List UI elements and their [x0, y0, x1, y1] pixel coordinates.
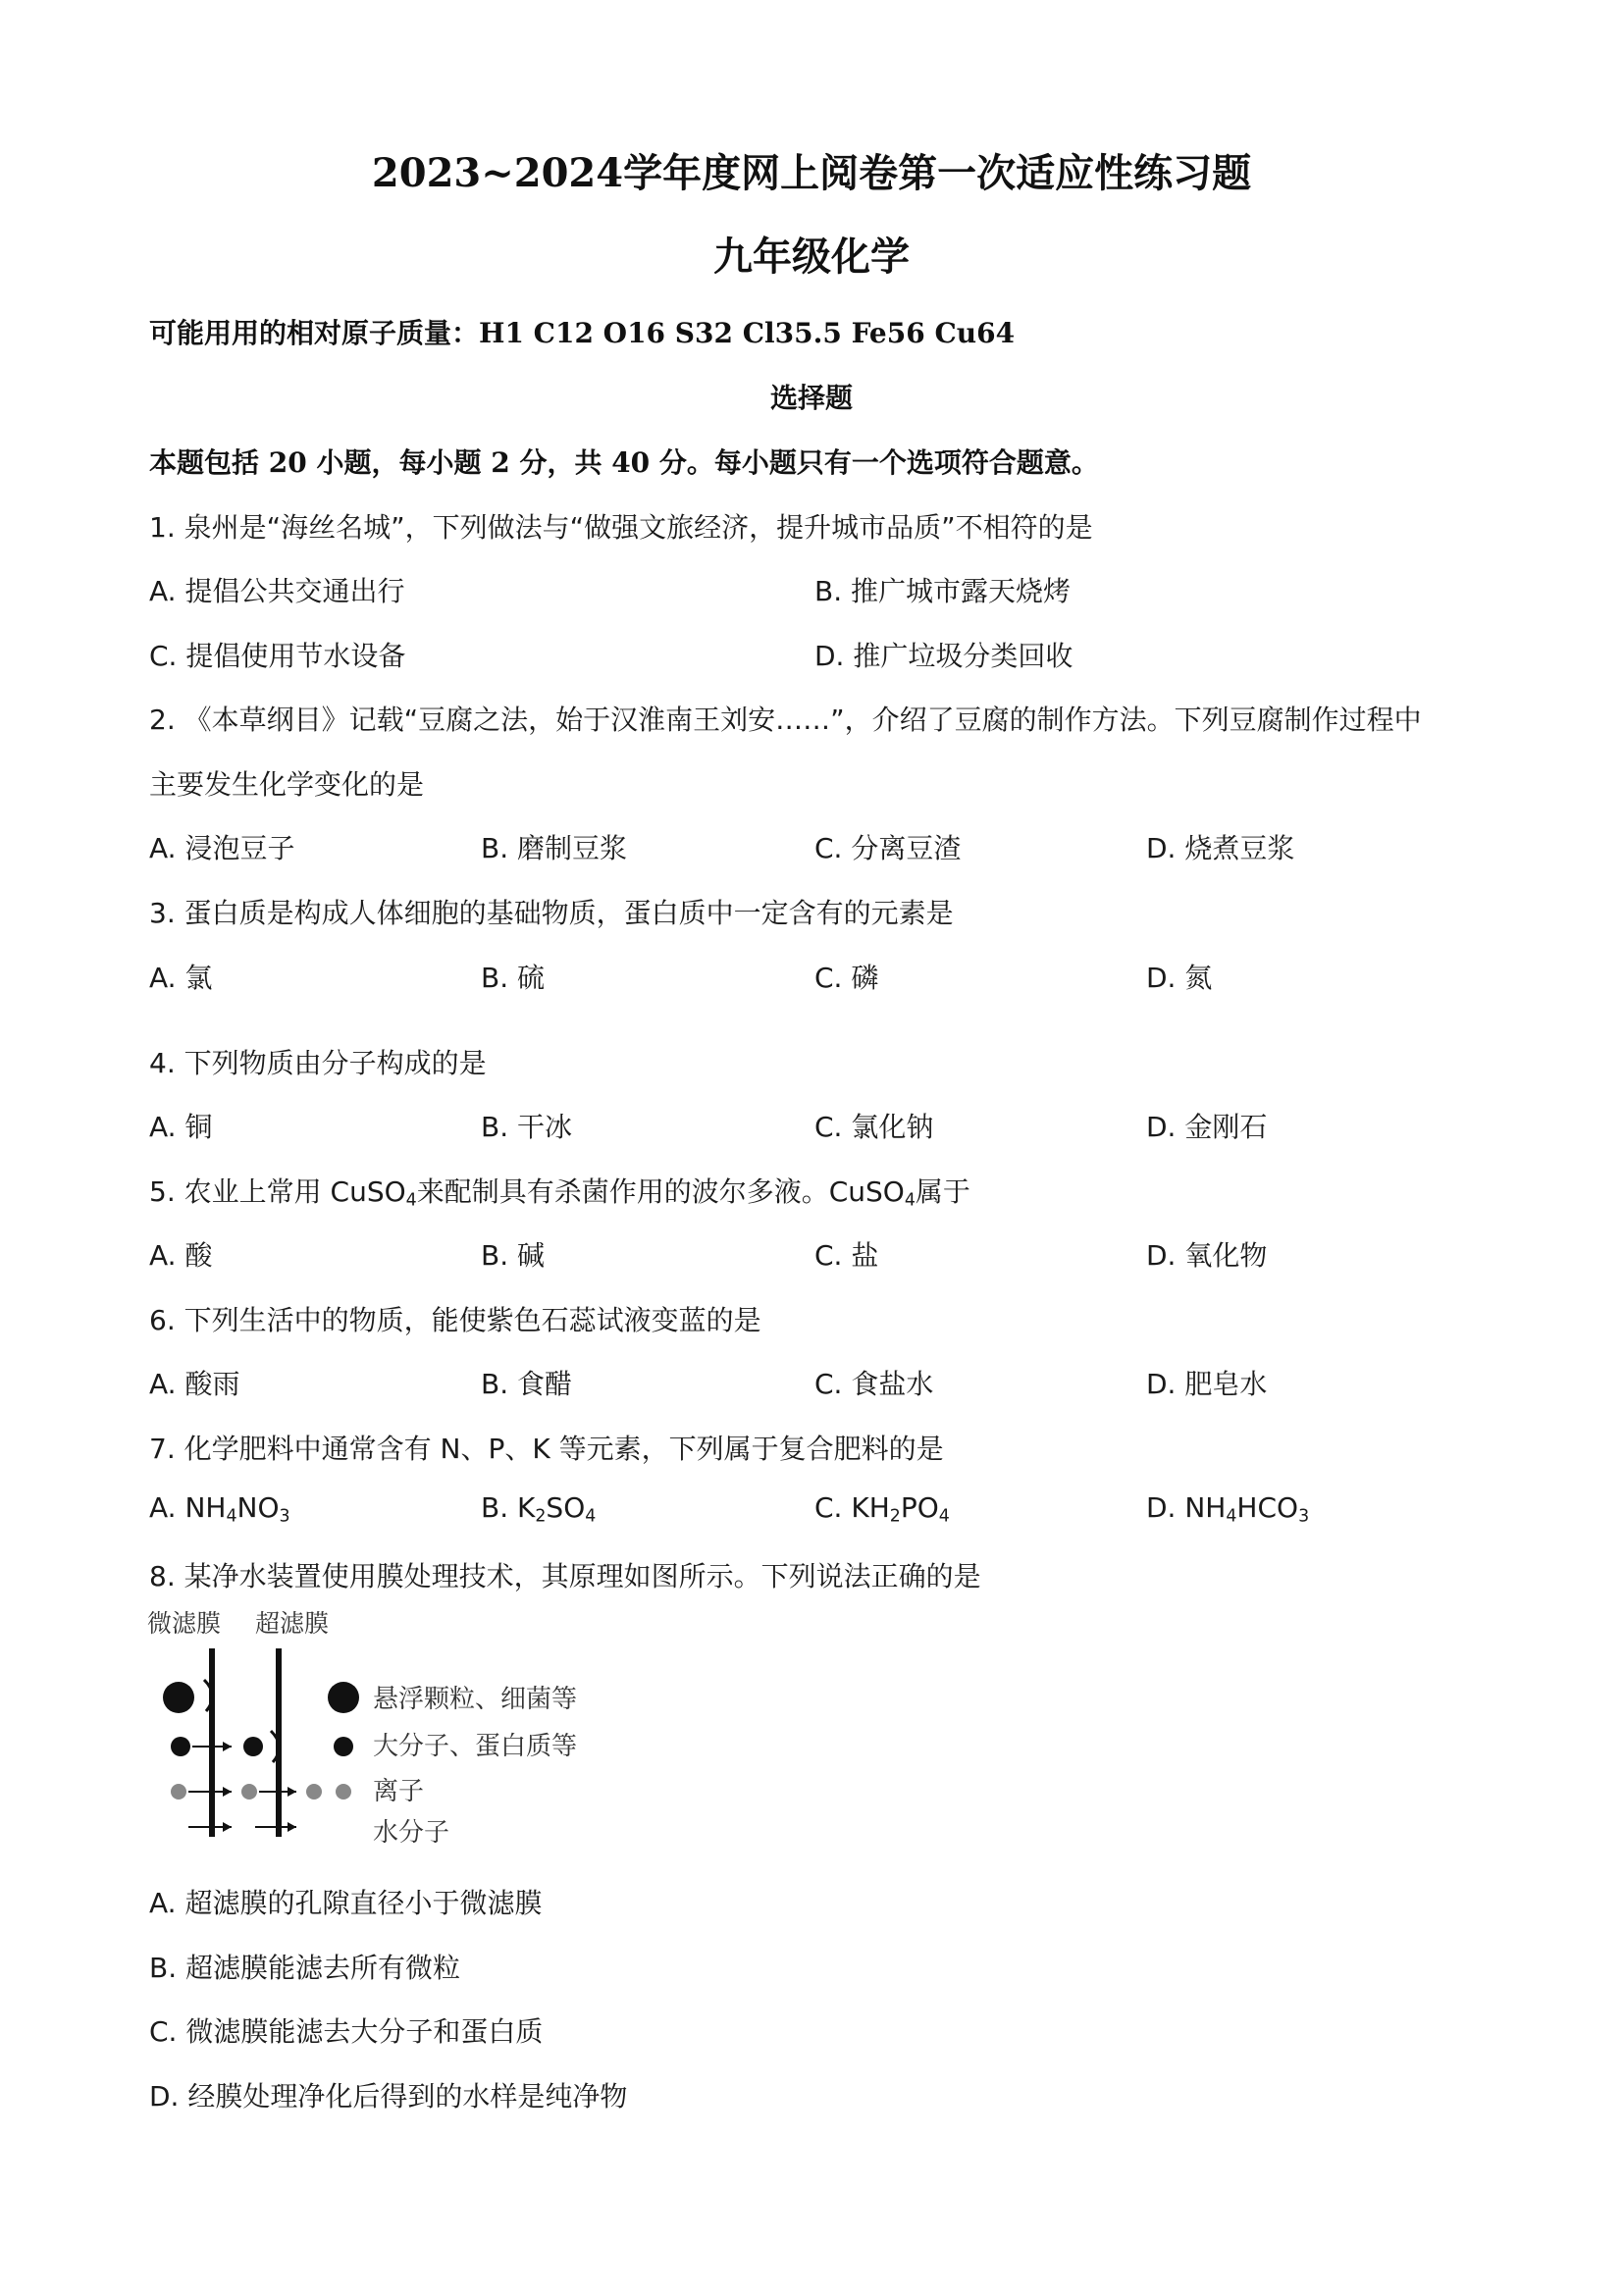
option: B. 磨制豆浆	[481, 832, 628, 864]
option: A. 铜	[149, 1111, 213, 1143]
option: A. $NH_4NO_3$	[149, 1491, 290, 1527]
option: A. 酸	[149, 1239, 213, 1272]
option: C. 微滤膜能滤去大分子和蛋白质	[149, 2015, 544, 2048]
atomic-mass-line: 可能用用的相对原子质量：H1 C12 O16 S32 Cl35.5 Fe56 Cu64	[149, 317, 1016, 349]
option: C. 分离豆渣	[814, 832, 962, 864]
option: B. 超滤膜能滤去所有微粒	[149, 1952, 461, 1984]
question-stem: 1. 泉州是“海丝名城”，下列做法与“做强文旅经济，提升城市品质”不相符的是	[149, 511, 1093, 544]
option: D. 推广垃圾分类回收	[814, 640, 1073, 672]
legend-ion: 离子	[373, 1777, 425, 1806]
option: D. 经膜处理净化后得到的水样是纯净物	[149, 2080, 628, 2113]
option: A. 超滤膜的孔隙直径小于微滤膜	[149, 1887, 543, 1919]
question-stem: 6. 下列生活中的物质，能使紫色石蕊试液变蓝的是	[149, 1304, 761, 1336]
ion	[241, 1784, 257, 1800]
option: C. 氯化钠	[814, 1111, 934, 1143]
legend-marker-suspended	[328, 1682, 359, 1713]
page-subtitle: 九年级化学	[713, 234, 910, 280]
option: A. 氯	[149, 962, 213, 994]
option: D. 氧化物	[1146, 1239, 1268, 1272]
instructions: 本题包括 20 小题，每小题 2 分，共 40 分。每小题只有一个选项符合题意。	[149, 446, 1099, 479]
option: D. 金刚石	[1146, 1111, 1268, 1143]
option: B. 硫	[481, 962, 546, 994]
membrane-diagram	[147, 1609, 657, 1864]
page-title: 2023~2024学年度网上阅卷第一次适应性练习题	[371, 150, 1252, 196]
option: D. 肥皂水	[1146, 1368, 1268, 1400]
option: A. 浸泡豆子	[149, 832, 295, 864]
legend-macromolecule: 大分子、蛋白质等	[373, 1732, 578, 1761]
question-stem-cont: 主要发生化学变化的是	[149, 768, 425, 801]
label-microfiltration: 微滤膜	[147, 1609, 222, 1638]
option: A. 提倡公共交通出行	[149, 575, 405, 607]
macromolecule	[243, 1737, 263, 1756]
question-stem: 5. 农业上常用 CuSO$_4$来配制具有杀菌作用的波尔多液。CuSO$_4$属于	[149, 1175, 970, 1211]
question-stem: 3. 蛋白质是构成人体细胞的基础物质，蛋白质中一定含有的元素是	[149, 897, 954, 929]
option: C. $KH_2PO_4$	[814, 1491, 950, 1527]
option: D. $NH_4HCO_3$	[1146, 1491, 1310, 1527]
option: C. 磷	[814, 962, 879, 994]
ion	[306, 1784, 322, 1800]
option: B. 碱	[481, 1239, 546, 1272]
question-stem: 7. 化学肥料中通常含有 N、P、K 等元素，下列属于复合肥料的是	[149, 1433, 944, 1465]
section-heading: 选择题	[769, 382, 853, 414]
option: B. 食醋	[481, 1368, 573, 1400]
legend-water: 水分子	[373, 1818, 450, 1848]
question-stem: 4. 下列物质由分子构成的是	[149, 1047, 487, 1079]
option: C. 提倡使用节水设备	[149, 640, 406, 672]
question-stem: 8. 某净水装置使用膜处理技术，其原理如图所示。下列说法正确的是	[149, 1560, 981, 1592]
option: D. 烧煮豆浆	[1146, 832, 1295, 864]
option: B. 干冰	[481, 1111, 573, 1143]
macromolecule	[171, 1737, 190, 1756]
option: B. $K_2SO_4$	[481, 1491, 597, 1527]
option: D. 氮	[1146, 962, 1213, 994]
legend-marker-ion	[336, 1784, 351, 1800]
option: C. 盐	[814, 1239, 879, 1272]
legend-suspended: 悬浮颗粒、细菌等	[373, 1685, 578, 1714]
option: C. 食盐水	[814, 1368, 934, 1400]
ion	[171, 1784, 186, 1800]
option: A. 酸雨	[149, 1368, 240, 1400]
question-stem: 2. 《本草纲目》记载“豆腐之法，始于汉淮南王刘安……”，介绍了豆腐的制作方法。下列豆腐制作过程中	[149, 704, 1422, 736]
legend-marker-macromolecule	[334, 1737, 353, 1756]
option: B. 推广城市露天烧烤	[814, 575, 1072, 607]
label-ultrafiltration: 超滤膜	[255, 1609, 330, 1638]
suspended-particle	[163, 1682, 194, 1713]
